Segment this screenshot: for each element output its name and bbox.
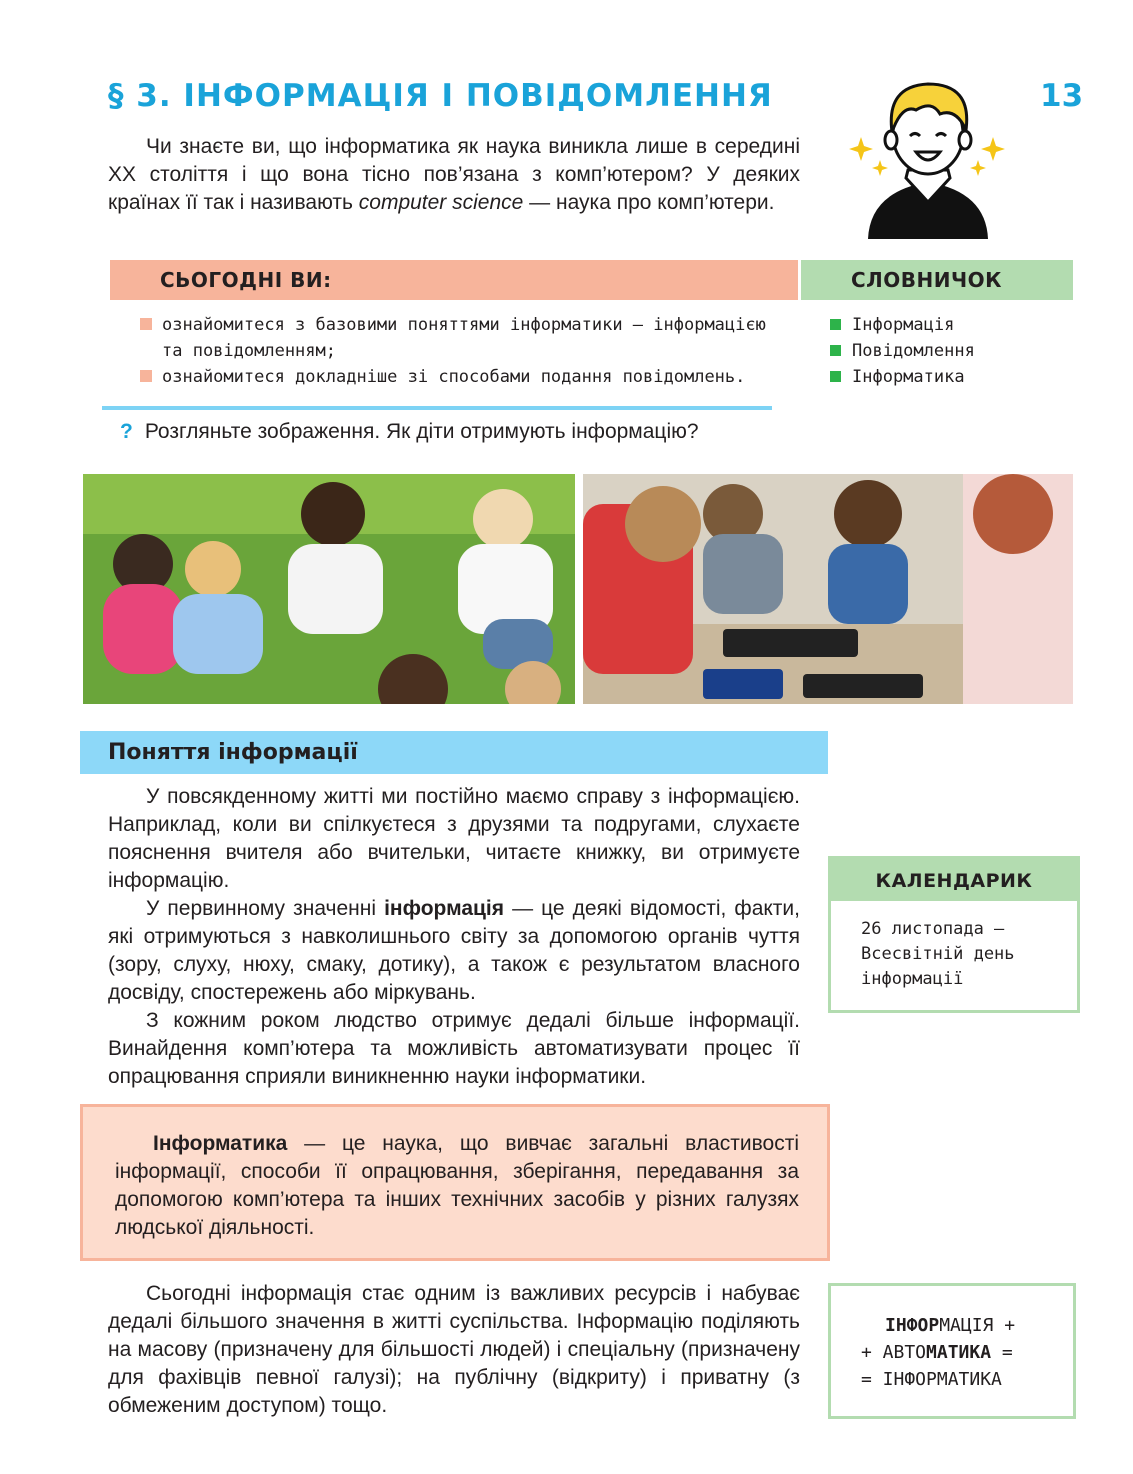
page-number: 13 [1040, 78, 1084, 114]
word-formula-box [828, 1283, 1076, 1419]
closing-paragraph: Сьогодні інформація стає одним із важливих ресурсів і набуває дедалі більшого значення в житті суспільства. Інформацію поділяють на масову (призначену для більшості людей) і спеціальну (призначену для фахівців певної галузі); на публічну (відкриту) і приватну (з обмеженим доступом) тощо. [108, 1282, 800, 1417]
bullet-square-icon [830, 319, 841, 330]
list-item: ознайомитеся з базовими поняттями інформатики — інформацією та повідомленням; [140, 312, 780, 364]
calendar-box [828, 856, 1080, 1013]
list-item: ознайомитеся докладніше зі способами подання повідомлень. [140, 364, 780, 390]
page-title: § 3. ІНФОРМАЦІЯ І ПОВІДОМЛЕННЯ [108, 78, 773, 114]
glossary-header-bar [801, 260, 1073, 300]
question-mark-icon: ? [120, 420, 133, 443]
list-item: Інформатика [830, 364, 975, 390]
section-body [108, 783, 800, 1091]
calendar-body: 26 листопада — Всесвітній день інформації [861, 919, 1015, 989]
divider [102, 406, 772, 410]
bullet-square-icon [830, 371, 841, 382]
definition-term: Інформатика [153, 1132, 288, 1155]
paragraph: У повсякденному житті ми постійно маємо справу з інформацією. Наприклад, коли ви спілкуєтеся з друзями та подругами, слухаєте пояснення вчителя або вчительки, читаєте книжку, ви отримуєте інформацію. [108, 785, 800, 892]
goals-header-bar [110, 260, 798, 300]
goals-list [140, 312, 780, 390]
intro-paragraph: Чи знаєте ви, що інформатика як наука виникла лише в середині XX століття і що вона тісно пов’язана з комп’ютером? У деяких країнах її так і називають computer science — наука про комп’ютери. [108, 135, 800, 214]
formula-line: ІНФОРМАЦІЯ + [885, 1315, 1016, 1336]
glossary-list [830, 312, 975, 390]
formula-line: = ІНФОРМАТИКА [861, 1369, 1002, 1390]
paragraph: У первинному значенні інформація — це деякі відомості, факти, які отримуються з навколишнього світу за допомогою органів чуття (зору, слуху, нюху, смаку, дотику), а також є результатом власного досвіду, спостережень або міркувань. [108, 897, 800, 1004]
list-item: Повідомлення [830, 338, 975, 364]
goals-heading: СЬОГОДНІ ВИ: [160, 268, 332, 292]
glossary-heading: СЛОВНИЧОК [851, 268, 1003, 292]
section-heading-bar [80, 731, 828, 774]
question-prompt: ? Розгляньте зображення. Як діти отримують інформацію? [120, 420, 699, 443]
paragraph: З кожним роком людство отримує дедалі більше інформації. Винайдення комп’ютера та можливість автоматизувати процес її опрацювання сприяли виникненню науки інформатики. [108, 1009, 800, 1088]
bullet-square-icon [140, 318, 152, 330]
calendar-heading: КАЛЕНДАРИК [831, 859, 1077, 901]
bullet-square-icon [140, 370, 152, 382]
photo-children-on-grass [83, 474, 575, 704]
formula-line: + АВТОМАТИКА = [861, 1342, 1013, 1363]
boy-mascot-illustration [848, 74, 1008, 239]
section-heading: Поняття інформації [108, 740, 358, 765]
list-item: Інформація [830, 312, 975, 338]
photo-children-with-tablets [583, 474, 1073, 704]
bullet-square-icon [830, 345, 841, 356]
definition-box: Інформатика — це наука, що вивчає загальні властивості інформації, способи її опрацювання, зберігання, передавання за допомогою комп’ютера та інших технічних засобів у різних галузях людської діяльності. [80, 1104, 830, 1261]
